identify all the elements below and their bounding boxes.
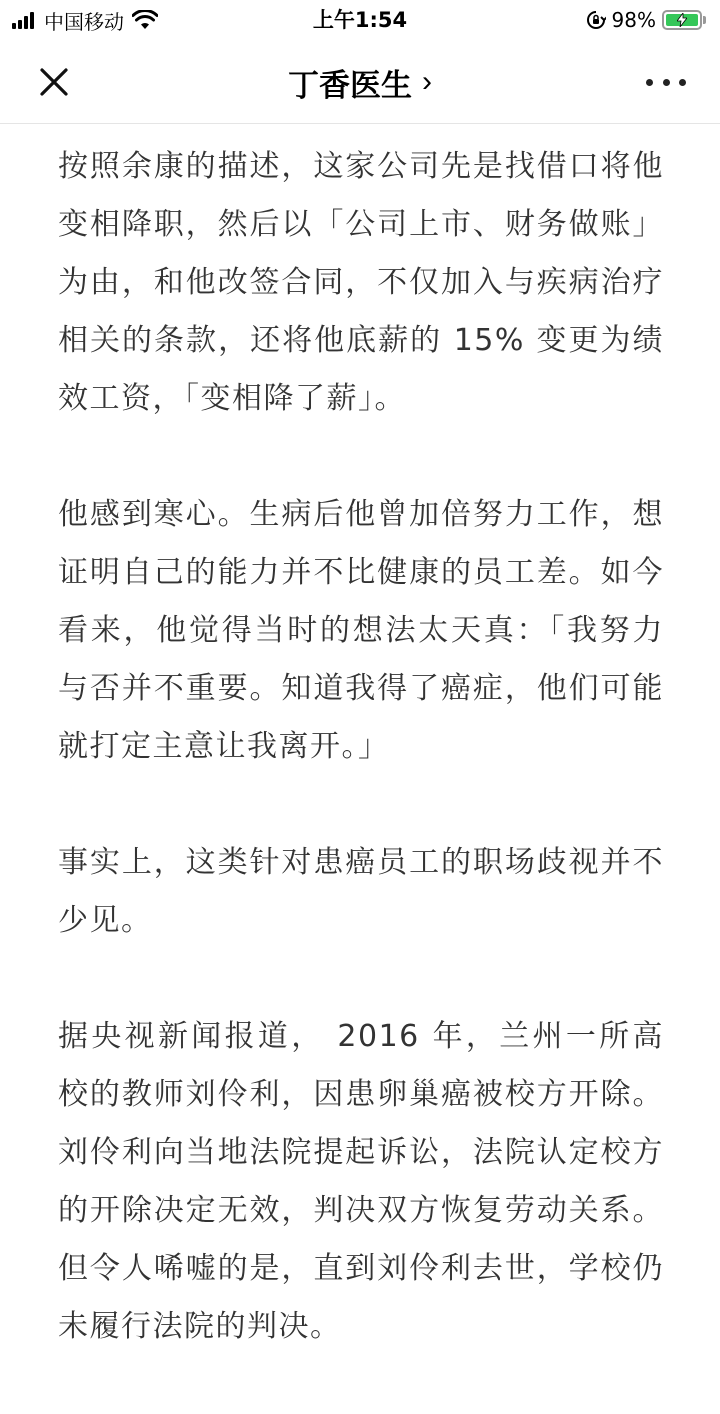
article-body <box>58 138 664 1414</box>
navigation-bar <box>0 40 720 124</box>
orientation-lock-icon <box>586 10 606 30</box>
charging-bolt-icon <box>677 13 687 27</box>
chevron-right-icon: › <box>422 65 432 98</box>
article-paragraph: 事实上，这类针对患癌员工的职场歧视并不少见。 <box>58 845 664 938</box>
close-icon <box>34 62 74 102</box>
more-options-button[interactable] <box>646 70 686 94</box>
article-paragraph: 据央视新闻报道， 2016 年，兰州一所高校的教师刘伶利，因患卵巢癌被校方开除。刘伶利向当地法院提起诉讼，法院认定校方的开除决定无效，判决双方恢复劳动关系。但令人唏嘘的是，直到刘伶利去世，学校仍未履行法院的判决。 <box>58 1019 664 1344</box>
more-dot-icon <box>663 79 670 86</box>
close-button[interactable] <box>34 62 74 102</box>
page-title: 丁香医生 <box>288 67 412 103</box>
status-bar <box>0 0 720 40</box>
carrier-name: 中国移动 <box>44 9 124 34</box>
battery-icon <box>662 10 702 30</box>
battery-cap <box>703 16 706 24</box>
battery-percentage: 98% <box>611 8 656 32</box>
battery-fill <box>666 14 698 26</box>
nav-title-container <box>0 40 720 124</box>
status-time: 上午1:54 <box>312 8 408 32</box>
article-paragraph: 按照余康的描述，这家公司先是找借口将他变相降职，然后以「公司上市、财务做账」为由，和他改签合同，不仅加入与疾病治疗相关的条款，还将他底薪的 15% 变更为绩效工资，「变相降了薪」。 <box>58 149 664 416</box>
account-title-link[interactable] <box>288 60 432 105</box>
more-dot-icon <box>646 79 653 86</box>
more-dot-icon <box>679 79 686 86</box>
status-right <box>586 6 706 34</box>
article-paragraph: 他感到寒心。生病后他曾加倍努力工作，想证明自己的能力并不比健康的员工差。如今看来，他觉得当时的想法太天真：「我努力与否并不重要。知道我得了癌症，他们可能就打定主意让我离开。」 <box>58 497 664 764</box>
